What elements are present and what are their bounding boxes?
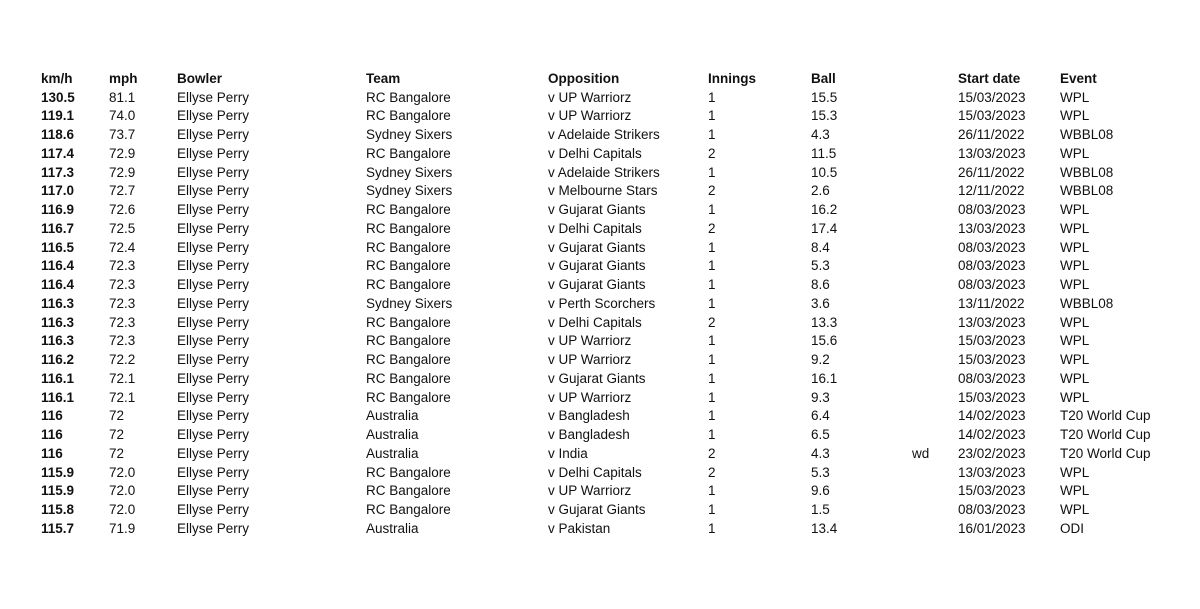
start-date-cell: 15/03/2023	[958, 483, 1026, 499]
innings-cell: 1	[708, 427, 716, 442]
bowler-cell: Ellyse Perry	[177, 314, 250, 330]
mph-cell: 72.0	[109, 502, 136, 517]
opposition-cell: v UP Warriorz	[548, 89, 632, 105]
innings-cell: 1	[708, 89, 716, 105]
innings-cell: 1	[708, 483, 716, 499]
ball-cell: 13.4	[811, 520, 838, 536]
table-body	[41, 89, 1161, 539]
bowler-cell: Ellyse Perry	[177, 202, 250, 217]
team-cell: RC Bangalore	[366, 502, 451, 517]
table-row	[41, 182, 1161, 201]
ball-cell: 16.2	[811, 202, 838, 217]
kmh-cell: 130.5	[41, 89, 75, 105]
table-row	[41, 520, 1161, 539]
event-cell: WPL	[1060, 464, 1090, 480]
mph-cell: 72.2	[109, 352, 136, 367]
opposition-cell: v Gujarat Giants	[548, 277, 646, 292]
opposition-cell: v Delhi Capitals	[548, 145, 642, 161]
event-cell: WPL	[1060, 145, 1090, 161]
innings-cell: 1	[708, 108, 716, 124]
team-cell: RC Bangalore	[366, 277, 451, 292]
opposition-cell: v Perth Scorchers	[548, 295, 656, 311]
mph-cell: 72.0	[109, 464, 136, 480]
event-cell: WPL	[1060, 502, 1090, 517]
start-date-cell: 14/02/2023	[958, 427, 1026, 442]
start-date-cell: 08/03/2023	[958, 370, 1026, 386]
innings-cell: 2	[708, 183, 716, 199]
bowler-cell: Ellyse Perry	[177, 295, 250, 311]
kmh-cell: 115.9	[41, 464, 75, 480]
opposition-cell: v Adelaide Strikers	[548, 164, 660, 180]
bowler-cell: Ellyse Perry	[177, 220, 250, 236]
mph-cell: 72	[109, 445, 125, 461]
opposition-cell: v UP Warriorz	[548, 389, 632, 405]
kmh-cell: 116.4	[41, 258, 75, 274]
opposition-cell: v India	[548, 445, 588, 461]
team-cell: RC Bangalore	[366, 370, 451, 386]
kmh-cell: 115.8	[41, 502, 75, 517]
ball-cell: 9.2	[811, 352, 830, 367]
start-date-cell: 26/11/2022	[958, 127, 1025, 142]
bowler-cell: Ellyse Perry	[177, 502, 250, 517]
opposition-cell: v Melbourne Stars	[548, 183, 658, 199]
ball-cell: 15.5	[811, 89, 838, 105]
innings-cell: 2	[708, 220, 716, 236]
bowler-cell: Ellyse Perry	[177, 408, 250, 424]
ball-cell: 9.6	[811, 483, 830, 499]
event-cell: WPL	[1060, 277, 1090, 292]
event-cell: WPL	[1060, 389, 1090, 405]
start-date-cell: 15/03/2023	[958, 108, 1026, 124]
mph-cell: 72.6	[109, 202, 136, 217]
ball-cell: 13.3	[811, 314, 838, 330]
ball-cell: 9.3	[811, 389, 830, 405]
table-row	[41, 164, 1161, 183]
event-cell: WBBL08	[1060, 295, 1114, 311]
header-innings: Innings	[708, 71, 756, 86]
ball-cell: 8.6	[811, 277, 830, 292]
event-cell: WPL	[1060, 258, 1090, 274]
mph-cell: 72.1	[109, 370, 136, 386]
opposition-cell: v Adelaide Strikers	[548, 127, 660, 142]
table-header-row	[41, 70, 1161, 88]
start-date-cell: 13/11/2022	[958, 295, 1025, 311]
kmh-cell: 116.1	[41, 370, 75, 386]
kmh-cell: 117.3	[41, 164, 75, 180]
ball-cell: 8.4	[811, 239, 830, 255]
opposition-cell: v Gujarat Giants	[548, 239, 646, 255]
start-date-cell: 08/03/2023	[958, 502, 1026, 517]
mph-cell: 72.9	[109, 164, 136, 180]
start-date-cell: 08/03/2023	[958, 277, 1026, 292]
team-cell: RC Bangalore	[366, 258, 451, 274]
team-cell: RC Bangalore	[366, 483, 451, 499]
mph-cell: 73.7	[109, 127, 136, 142]
event-cell: WBBL08	[1060, 164, 1114, 180]
innings-cell: 1	[708, 239, 716, 255]
innings-cell: 1	[708, 370, 716, 386]
innings-cell: 2	[708, 445, 716, 461]
event-cell: WPL	[1060, 202, 1090, 217]
kmh-cell: 116	[41, 408, 63, 424]
table-row	[41, 89, 1161, 108]
team-cell: RC Bangalore	[366, 220, 451, 236]
start-date-cell: 26/11/2022	[958, 164, 1025, 180]
team-cell: RC Bangalore	[366, 239, 451, 255]
mph-cell: 72.3	[109, 277, 136, 292]
bowler-cell: Ellyse Perry	[177, 164, 250, 180]
opposition-cell: v Gujarat Giants	[548, 370, 646, 386]
start-date-cell: 08/03/2023	[958, 239, 1026, 255]
team-cell: RC Bangalore	[366, 314, 451, 330]
kmh-cell: 115.9	[41, 483, 75, 499]
innings-cell: 1	[708, 520, 716, 536]
event-cell: T20 World Cup	[1060, 445, 1151, 461]
mph-cell: 72.9	[109, 145, 136, 161]
ball-cell: 16.1	[811, 370, 838, 386]
bowler-cell: Ellyse Perry	[177, 352, 250, 367]
start-date-cell: 13/03/2023	[958, 314, 1026, 330]
bowler-cell: Ellyse Perry	[177, 464, 250, 480]
ball-cell: 6.4	[811, 408, 830, 424]
header-opposition: Opposition	[548, 71, 620, 86]
ball-cell: 4.3	[811, 445, 830, 461]
mph-cell: 72.3	[109, 314, 136, 330]
team-cell: Australia	[366, 408, 419, 424]
bowler-cell: Ellyse Perry	[177, 483, 250, 499]
mph-cell: 81.1	[109, 89, 136, 105]
kmh-cell: 117.0	[41, 183, 75, 199]
start-date-cell: 08/03/2023	[958, 202, 1026, 217]
table-row	[41, 482, 1161, 501]
bowler-cell: Ellyse Perry	[177, 258, 250, 274]
kmh-cell: 116.3	[41, 314, 75, 330]
event-cell: WPL	[1060, 370, 1090, 386]
innings-cell: 1	[708, 258, 716, 274]
extra-cell: wd	[912, 445, 930, 461]
ball-cell: 10.5	[811, 164, 838, 180]
innings-cell: 2	[708, 314, 716, 330]
ball-cell: 4.3	[811, 127, 830, 142]
table-row	[41, 220, 1161, 239]
mph-cell: 72	[109, 427, 125, 442]
bowler-cell: Ellyse Perry	[177, 520, 250, 536]
innings-cell: 1	[708, 295, 716, 311]
kmh-cell: 117.4	[41, 145, 75, 161]
table-row	[41, 501, 1161, 520]
ball-cell: 6.5	[811, 427, 830, 442]
table-row	[41, 445, 1161, 464]
table-row	[41, 389, 1161, 408]
start-date-cell: 13/03/2023	[958, 220, 1026, 236]
event-cell: WPL	[1060, 239, 1090, 255]
ball-cell: 17.4	[811, 220, 838, 236]
innings-cell: 1	[708, 502, 716, 517]
table-row	[41, 126, 1161, 145]
ball-cell: 15.6	[811, 333, 838, 349]
innings-cell: 1	[708, 127, 716, 142]
table-row	[41, 201, 1161, 220]
team-cell: RC Bangalore	[366, 202, 451, 217]
bowler-cell: Ellyse Perry	[177, 127, 250, 142]
opposition-cell: v Gujarat Giants	[548, 502, 646, 517]
innings-cell: 2	[708, 464, 716, 480]
bowler-cell: Ellyse Perry	[177, 389, 250, 405]
start-date-cell: 15/03/2023	[958, 333, 1026, 349]
opposition-cell: v Bangladesh	[548, 408, 630, 424]
innings-cell: 1	[708, 389, 716, 405]
header-mph: mph	[109, 71, 138, 86]
start-date-cell: 08/03/2023	[958, 258, 1026, 274]
team-cell: RC Bangalore	[366, 333, 451, 349]
table-row	[41, 257, 1161, 276]
kmh-cell: 116	[41, 445, 63, 461]
ball-cell: 1.5	[811, 502, 830, 517]
team-cell: Sydney Sixers	[366, 164, 453, 180]
mph-cell: 72.3	[109, 333, 136, 349]
innings-cell: 1	[708, 352, 716, 367]
event-cell: WPL	[1060, 220, 1090, 236]
opposition-cell: v UP Warriorz	[548, 333, 632, 349]
bowler-cell: Ellyse Perry	[177, 239, 250, 255]
bowler-cell: Ellyse Perry	[177, 277, 250, 292]
innings-cell: 1	[708, 408, 716, 424]
ball-cell: 5.3	[811, 258, 830, 274]
opposition-cell: v UP Warriorz	[548, 483, 632, 499]
mph-cell: 71.9	[109, 520, 136, 536]
event-cell: WPL	[1060, 89, 1090, 105]
bowler-cell: Ellyse Perry	[177, 108, 250, 124]
opposition-cell: v Bangladesh	[548, 427, 630, 442]
event-cell: WPL	[1060, 333, 1090, 349]
table-row	[41, 145, 1161, 164]
kmh-cell: 116	[41, 427, 63, 442]
header-event: Event	[1060, 71, 1097, 86]
event-cell: ODI	[1060, 520, 1085, 536]
bowling-speed-table	[41, 70, 1161, 539]
event-cell: WBBL08	[1060, 127, 1114, 142]
bowler-cell: Ellyse Perry	[177, 445, 250, 461]
event-cell: WPL	[1060, 483, 1090, 499]
start-date-cell: 23/02/2023	[958, 445, 1026, 461]
team-cell: RC Bangalore	[366, 108, 451, 124]
mph-cell: 74.0	[109, 108, 136, 124]
bowler-cell: Ellyse Perry	[177, 183, 250, 199]
bowler-cell: Ellyse Perry	[177, 145, 250, 161]
event-cell: WPL	[1060, 352, 1090, 367]
header-team: Team	[366, 71, 401, 86]
table-row	[41, 370, 1161, 389]
team-cell: RC Bangalore	[366, 145, 451, 161]
opposition-cell: v Gujarat Giants	[548, 258, 646, 274]
opposition-cell: v UP Warriorz	[548, 352, 632, 367]
kmh-cell: 116.3	[41, 333, 75, 349]
table-row	[41, 276, 1161, 295]
table-row	[41, 351, 1161, 370]
team-cell: RC Bangalore	[366, 89, 451, 105]
mph-cell: 72	[109, 408, 125, 424]
bowler-cell: Ellyse Perry	[177, 427, 250, 442]
event-cell: WPL	[1060, 314, 1090, 330]
header-bowler: Bowler	[177, 71, 223, 86]
event-cell: T20 World Cup	[1060, 427, 1151, 442]
ball-cell: 15.3	[811, 108, 838, 124]
innings-cell: 2	[708, 145, 716, 161]
innings-cell: 1	[708, 277, 716, 292]
opposition-cell: v Delhi Capitals	[548, 464, 642, 480]
mph-cell: 72.1	[109, 389, 136, 405]
table-row	[41, 295, 1161, 314]
opposition-cell: v Delhi Capitals	[548, 220, 642, 236]
table-row	[41, 314, 1161, 333]
kmh-cell: 118.6	[41, 127, 75, 142]
team-cell: Sydney Sixers	[366, 183, 453, 199]
ball-cell: 3.6	[811, 295, 830, 311]
opposition-cell: v UP Warriorz	[548, 108, 632, 124]
start-date-cell: 15/03/2023	[958, 89, 1026, 105]
table-row	[41, 332, 1161, 351]
header-ball: Ball	[811, 71, 836, 86]
table-row	[41, 407, 1161, 426]
kmh-cell: 116.7	[41, 220, 75, 236]
team-cell: Sydney Sixers	[366, 127, 453, 142]
event-cell: WPL	[1060, 108, 1090, 124]
start-date-cell: 14/02/2023	[958, 408, 1026, 424]
mph-cell: 72.5	[109, 220, 136, 236]
kmh-cell: 116.1	[41, 389, 75, 405]
start-date-cell: 13/03/2023	[958, 145, 1026, 161]
kmh-cell: 116.4	[41, 277, 75, 292]
team-cell: Sydney Sixers	[366, 295, 453, 311]
header-kmh: km/h	[41, 71, 73, 86]
team-cell: RC Bangalore	[366, 389, 451, 405]
team-cell: Australia	[366, 427, 419, 442]
bowler-cell: Ellyse Perry	[177, 370, 250, 386]
kmh-cell: 116.9	[41, 202, 75, 217]
bowler-cell: Ellyse Perry	[177, 89, 250, 105]
start-date-cell: 12/11/2022	[958, 183, 1025, 199]
kmh-cell: 116.3	[41, 295, 75, 311]
opposition-cell: v Gujarat Giants	[548, 202, 646, 217]
innings-cell: 1	[708, 333, 716, 349]
opposition-cell: v Delhi Capitals	[548, 314, 642, 330]
bowler-cell: Ellyse Perry	[177, 333, 250, 349]
opposition-cell: v Pakistan	[548, 520, 611, 536]
mph-cell: 72.7	[109, 183, 136, 199]
start-date-cell: 13/03/2023	[958, 464, 1026, 480]
ball-cell: 2.6	[811, 183, 830, 199]
table-row	[41, 107, 1161, 126]
ball-cell: 5.3	[811, 464, 830, 480]
innings-cell: 1	[708, 164, 716, 180]
kmh-cell: 115.7	[41, 520, 75, 536]
team-cell: RC Bangalore	[366, 352, 451, 367]
team-cell: RC Bangalore	[366, 464, 451, 480]
table-row	[41, 464, 1161, 483]
start-date-cell: 15/03/2023	[958, 352, 1026, 367]
mph-cell: 72.3	[109, 295, 136, 311]
team-cell: Australia	[366, 445, 419, 461]
event-cell: WBBL08	[1060, 183, 1114, 199]
start-date-cell: 15/03/2023	[958, 389, 1026, 405]
header-start-date: Start date	[958, 71, 1021, 86]
kmh-cell: 119.1	[41, 108, 75, 124]
mph-cell: 72.4	[109, 239, 136, 255]
kmh-cell: 116.2	[41, 352, 75, 367]
ball-cell: 11.5	[811, 145, 837, 161]
innings-cell: 1	[708, 202, 716, 217]
table-row	[41, 239, 1161, 258]
team-cell: Australia	[366, 520, 419, 536]
mph-cell: 72.0	[109, 483, 136, 499]
table-row	[41, 426, 1161, 445]
mph-cell: 72.3	[109, 258, 136, 274]
event-cell: T20 World Cup	[1060, 408, 1151, 424]
kmh-cell: 116.5	[41, 239, 75, 255]
start-date-cell: 16/01/2023	[958, 520, 1026, 536]
